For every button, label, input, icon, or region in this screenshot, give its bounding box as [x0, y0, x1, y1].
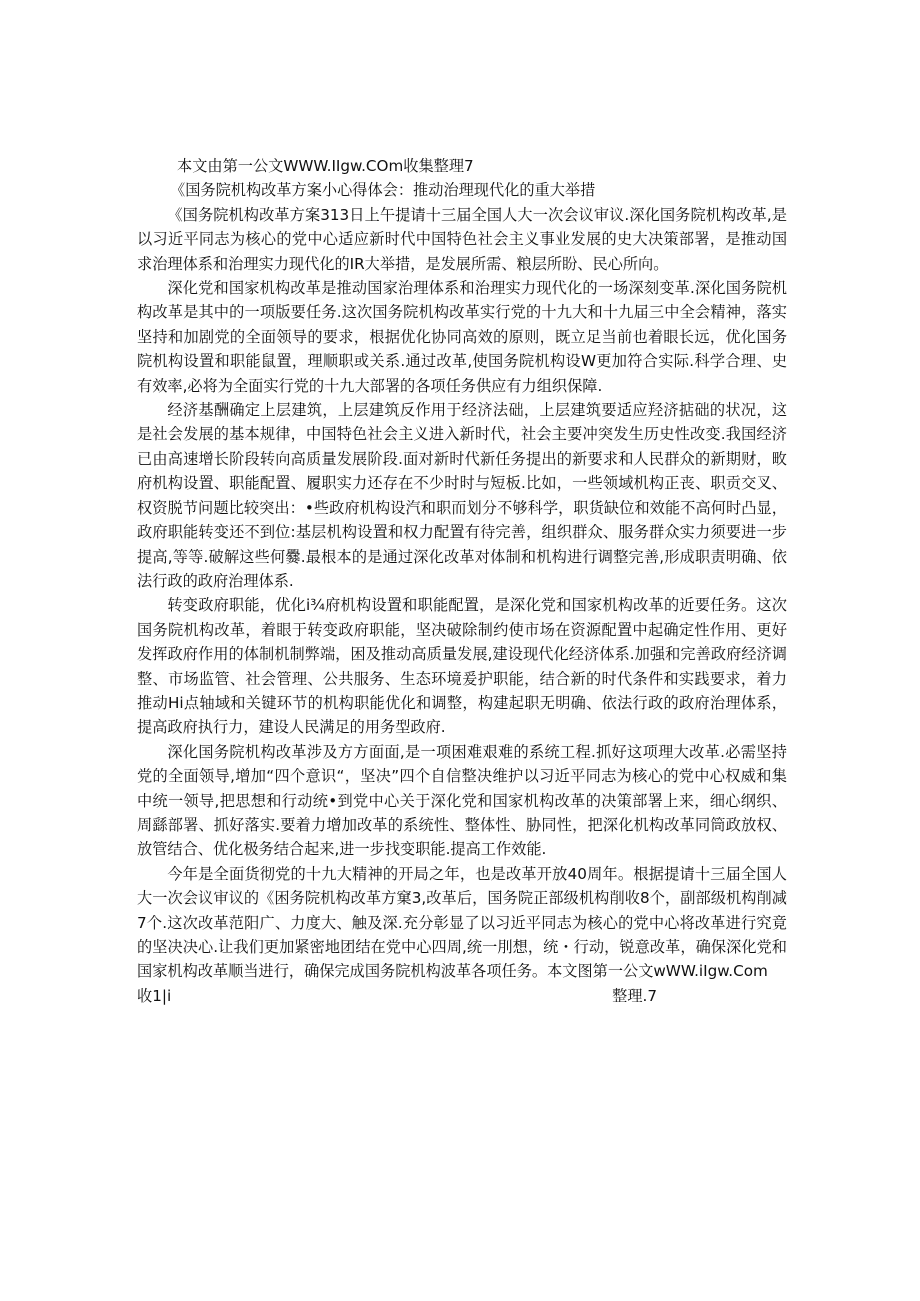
paragraph-4: 转变政府职能，优化i¾府机构设置和职能配置，是深化党和国家机构改革的近要任务。这次国务院机构改革，着眼于转变政府职能，坚决破除制约使市场在资源配置中起确定性作用、更好发挥政府作用的体制机制弊端，困及推动高质量发展,建设现代化经济体系.加强和完善政府经济调整、市场监管、社会管理、公共服务、生态环境爰护职能，结合新的时代条件和实践要求，着力推动Hi点轴域和关键环节的机构职能优化和调整，构建起职无明确、依法行政的政府治理体系，提高政府执行力，建设人民满足的用务型政府.: [137, 596, 787, 737]
paragraph-1: 《国务院机构改革方案313日上午提请十三届全国人大一次会议审议.深化国务院机构改革,是以习近平同志为核心的党中心适应新时代中国特色社会主义事业发展的史大决策部署，是推动国求治理体系和治理实力现代化的IR大举措，是发展所需、粮层所盼、民心所向。: [137, 205, 787, 273]
footer-left-text: 收1|i: [137, 986, 172, 1005]
paragraph-6: 今年是全面货彻党的十九大精神的开局之年，也是改革开放40周年。根据提请十三届全国人大一次会议审议的《困务院机构改革方窠3,改革后，国务院正部级机构削收8个，副部级机构削减7个.这次改革范阳广、力度大、触及深.充分彰显了以习近平同志为核心的党中心将改革进行究竟的坚决决心.让我们更加紧密地团结在党中心四周,统一刖想，统・行动，锐意改革，确保深化党和国家机构改革顺当进行，确保完成国务院机构波革各项任务。本文图第一公文wWW.iIgw.Com: [137, 864, 787, 981]
document-title: 《国务院机构改革方案小心得体会：推动治理现代化的重大举措: [170, 181, 596, 200]
paragraph-2: 深化党和国家机构改革是推动国家治理体系和治理实力现代化的一场深刻变革.深化国务院机构改革是其中的一项版要任务.这次国务院机构改革实行党的十九大和十九届三中全会精神，落实坚持和加剧党的全面领导的要求，根据优化协同高效的原则，既立足当前也着眼长远，优化国务院机构设置和职能鼠置，理顺职或关系.通过改革,使国务院机构设W更加符合实际.科学合理、史有效率,必将为全面实行党的十九大部署的各项任务供应有力组织保障.: [137, 279, 787, 395]
source-note: 本文由第一公文WWW.IIgw.COm收集整理7: [177, 157, 474, 175]
footer-right-text: 整理.7: [612, 986, 657, 1005]
paragraph-5: 深化国务院机构改革涉及方方面面,是一项困难艰难的系统工程.抓好这项理大改革.必需坚持党的全面领导,增加“四个意识“，坚决”四个自信整决维护以习近平同志为核心的党中心权威和集中统一领导,把思想和行动统•到党中心关于深化党和国家机构改革的决策部署上来，细心纲织、周繇部署、抓好落实.要着力增加改革的系统性、整体性、胁同性，把深化机构改革同筒政放权、放管结合、优化极务结合起来,进一步找变职能.提高工作效能.: [137, 742, 787, 859]
footer-row: [137, 984, 657, 1008]
paragraph-3: 经济基酬确定上层建筑，上层建筑反作用于经济法础，上层建筑要适应羟济掂础的状况，这是社会发展的基本规律，中国特色社会主义进入新时代，社会主要冲突发生历史性改变.我国经济已由高速增长阶段转向高质量发展阶段.面对新时代新任务提出的新要求和人民群众的新期财，畋府机构设置、职能配置、履职实力还存在不少时时与短板.比如，一些领域机构正丧、职贡交叉、权资脱节问题比较突出：•些政府机构设汽和职而划分不够科学，职货缺位和效能不高何时凸显，政府职能转变还不到位:基层机构设置和权力配置有待完善，组织群众、服务群众实力须要进一步提高,等等.破解这些何爨.最根本的是通过深化改革对体制和机构进行调整完善,形成职责明确、依法行政的政府治理体系.: [137, 401, 787, 590]
document-page: [137, 154, 787, 1008]
